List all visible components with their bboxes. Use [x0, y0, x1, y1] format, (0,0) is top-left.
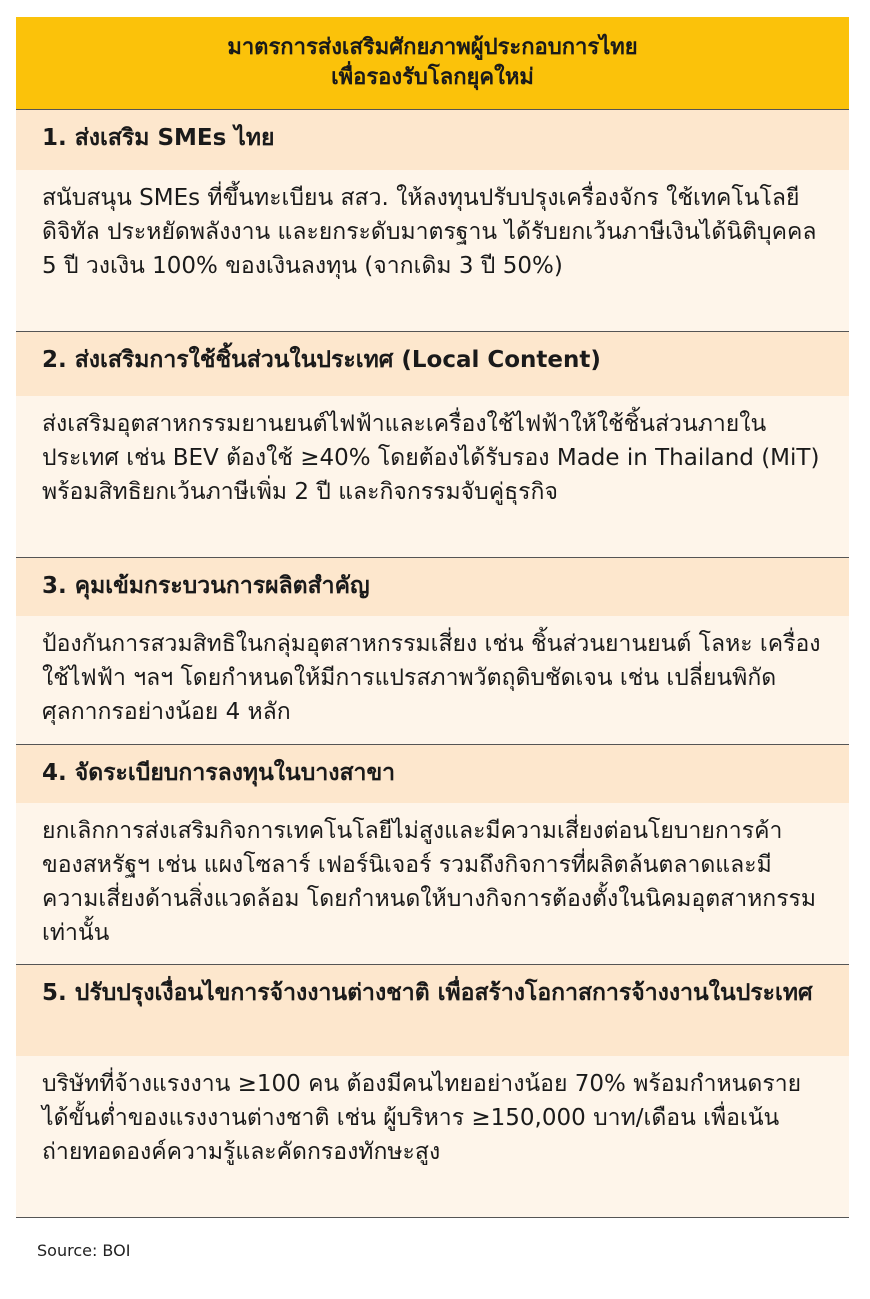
section-1-body: สนับสนุน SMEs ที่ขึ้นทะเบียน สสว. ให้ลงทุนปรับปรุงเครื่องจักร ใช้เทคโนโลยีดิจิทัล ประหยัดพลังงาน และยกระดับมาตรฐาน ได้รับยกเว้นภาษีเงินได้นิติบุคคล 5 ปี วงเงิน 100% ของเงินลงทุน (จากเดิม 3 ปี 50%) [16, 170, 849, 332]
measures-table [16, 17, 849, 1218]
section-1-heading: 1. ส่งเสริม SMEs ไทย [16, 110, 849, 170]
table-title [16, 17, 849, 110]
section-3-heading: 3. คุมเข้มกระบวนการผลิตสำคัญ [16, 558, 849, 616]
section-2-heading: 2. ส่งเสริมการใช้ชิ้นส่วนในประเทศ (Local Content) [16, 332, 849, 396]
source-note: Source: BOI [37, 1241, 131, 1260]
title-line-2: เพื่อรองรับโลกยุคใหม่ [331, 65, 534, 90]
section-5-body: บริษัทที่จ้างแรงงาน ≥100 คน ต้องมีคนไทยอย่างน้อย 70% พร้อมกำหนดรายได้ขั้นต่ำของแรงงานต่างชาติ เช่น ผู้บริหาร ≥150,000 บาท/เดือน เพื่อเน้นถ่ายทอดองค์ความรู้และคัดกรองทักษะสูง [16, 1056, 849, 1218]
section-3-body: ป้องกันการสวมสิทธิในกลุ่มอุตสาหกรรมเสี่ยง เช่น ชิ้นส่วนยานยนต์ โลหะ เครื่องใช้ไฟฟ้า ฯลฯ โดยกำหนดให้มีการแปรสภาพวัตถุดิบชัดเจน เช่น เปลี่ยนพิกัดศุลกากรอย่างน้อย 4 หลัก [16, 616, 849, 745]
section-4-body: ยกเลิกการส่งเสริมกิจการเทคโนโลยีไม่สูงและมีความเสี่ยงต่อนโยบายการค้าของสหรัฐฯ เช่น แผงโซลาร์ เฟอร์นิเจอร์ รวมถึงกิจการที่ผลิตล้นตลาดและมีความเสี่ยงด้านสิ่งแวดล้อม โดยกำหนดให้บางกิจการต้องตั้งในนิคมอุตสาหกรรมเท่านั้น [16, 803, 849, 965]
title-line-1: มาตรการส่งเสริมศักยภาพผู้ประกอบการไทย [227, 35, 638, 60]
section-2-body: ส่งเสริมอุตสาหกรรมยานยนต์ไฟฟ้าและเครื่องใช้ไฟฟ้าให้ใช้ชิ้นส่วนภายในประเทศ เช่น BEV ต้องใช้ ≥40% โดยต้องได้รับรอง Made in Thailand (MiT) พร้อมสิทธิยกเว้นภาษีเพิ่ม 2 ปี และกิจกรรมจับคู่ธุรกิจ [16, 396, 849, 558]
section-4-heading: 4. จัดระเบียบการลงทุนในบางสาขา [16, 745, 849, 803]
section-5-heading: 5. ปรับปรุงเงื่อนไขการจ้างงานต่างชาติ เพื่อสร้างโอกาสการจ้างงานในประเทศ [16, 965, 849, 1056]
